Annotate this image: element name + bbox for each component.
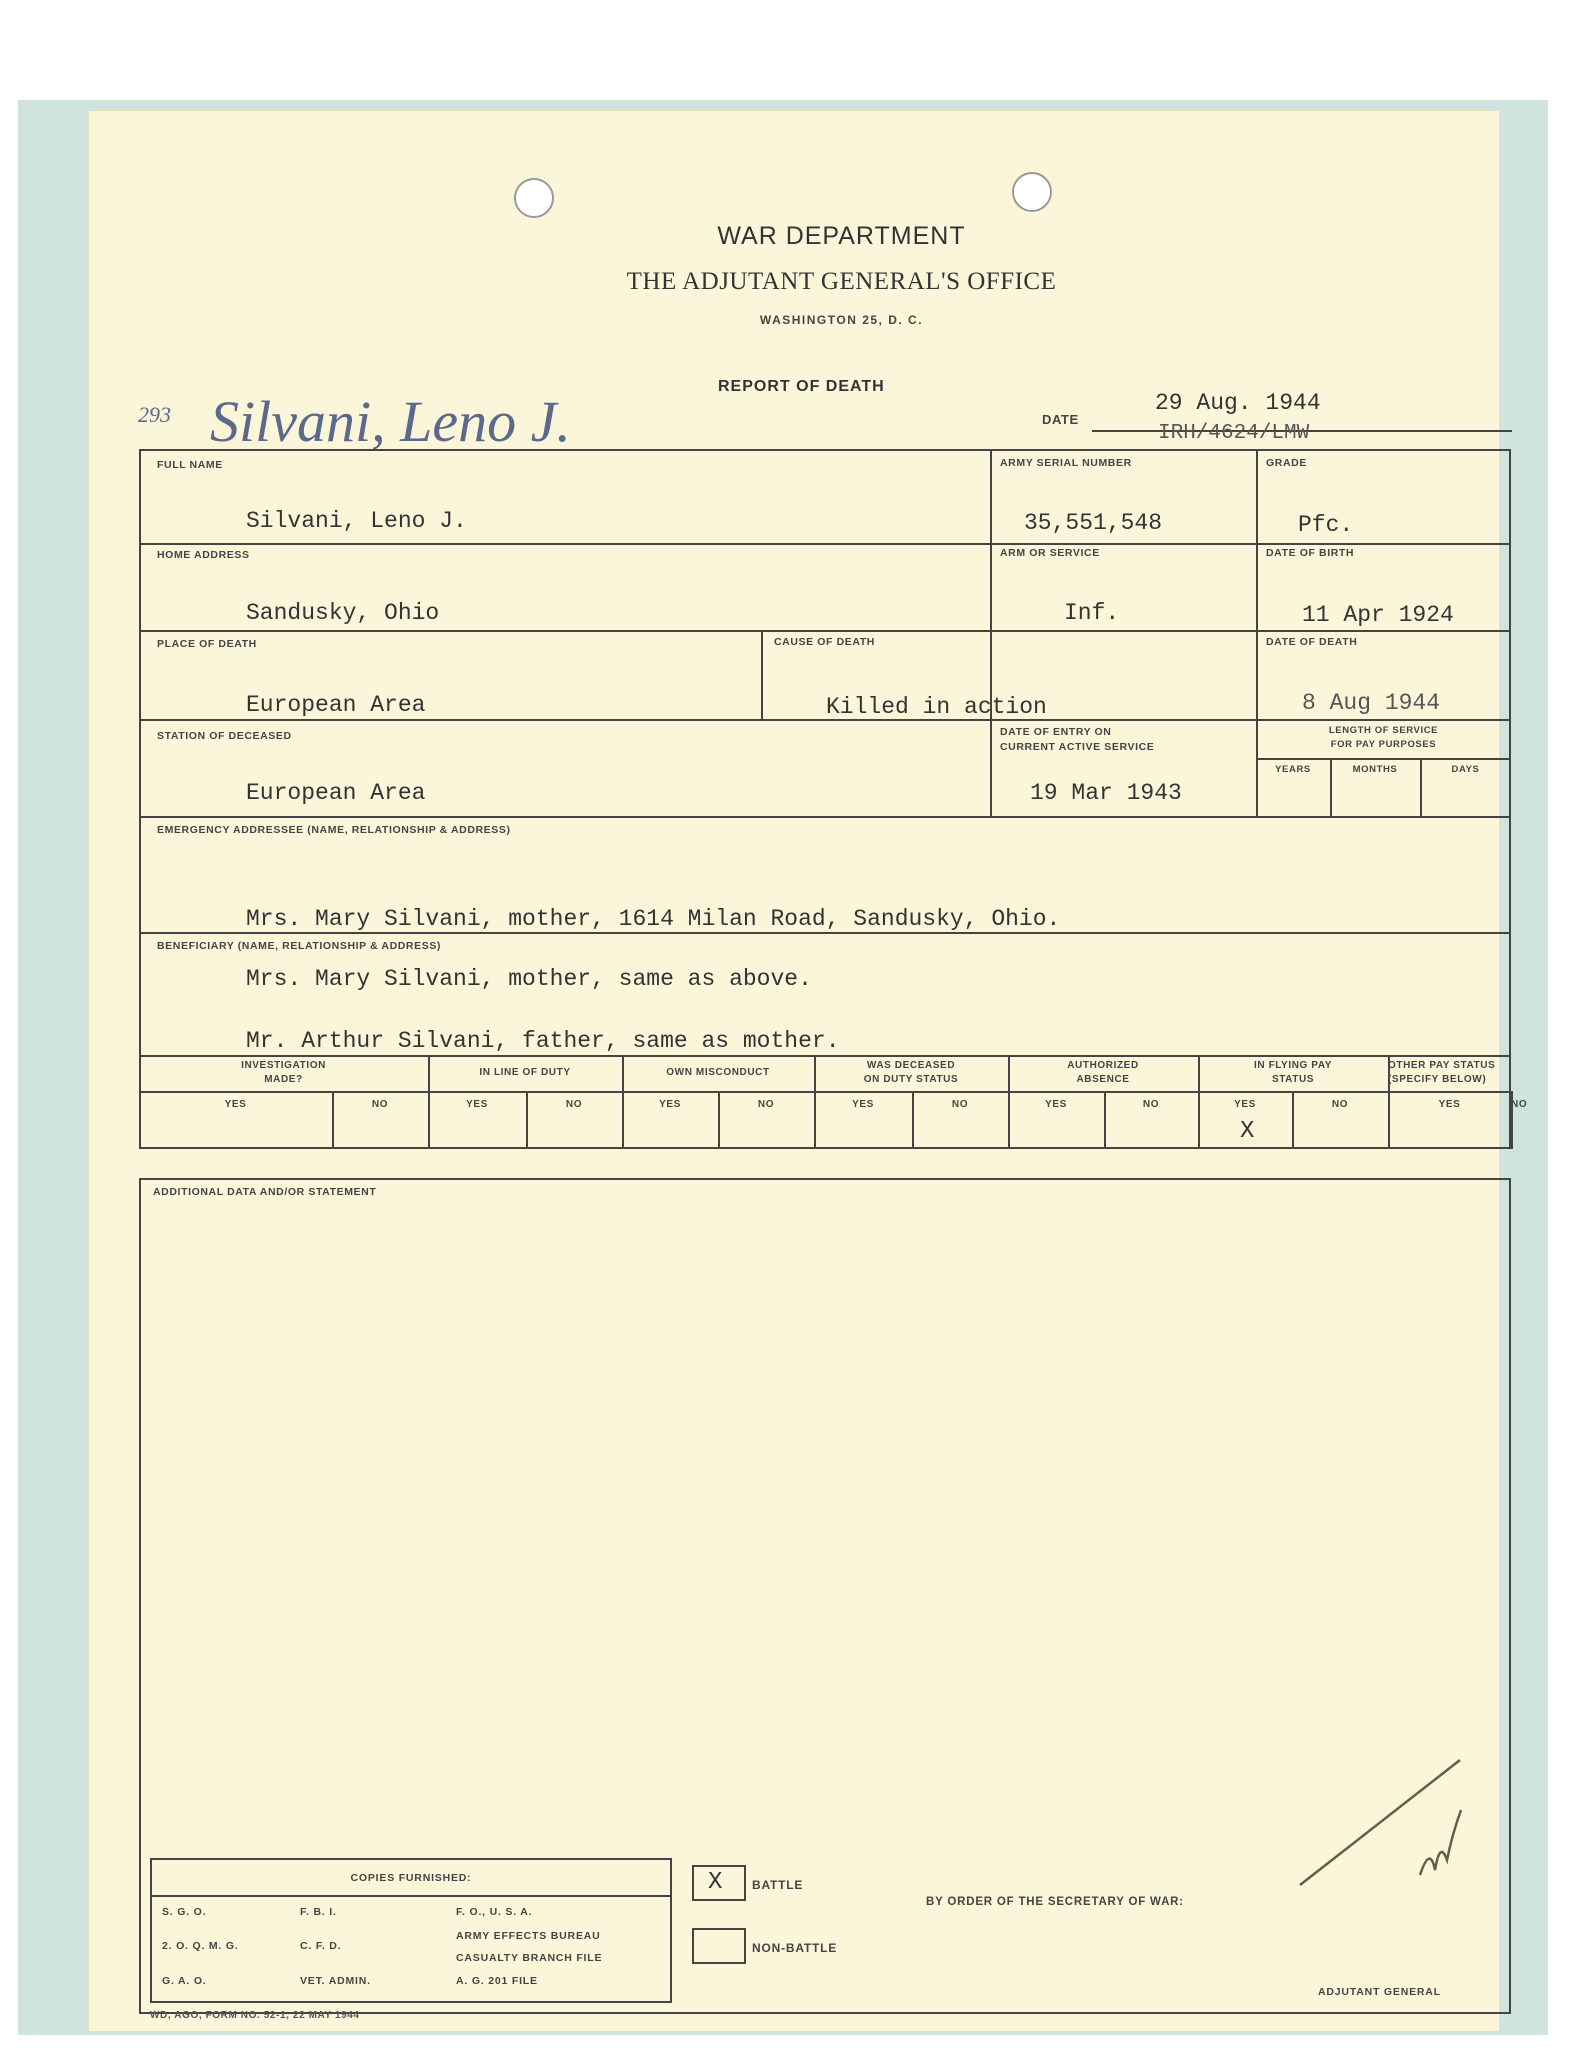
serial-label: ARMY SERIAL NUMBER [1000,457,1132,469]
copies-r3-c3: CASUALTY BRANCH FILE [456,1952,603,1964]
status-other-pay-header-2: (SPECIFY BELOW) [1388,1074,1487,1085]
non-battle-label: NON-BATTLE [752,1941,838,1955]
emergency-value: Mrs. Mary Silvani, mother, 1614 Milan Road, Sandusky, Ohio. [246,906,1061,932]
date-death-value: 8 Aug 1944 [1302,690,1441,716]
status-line-of-duty-header: IN LINE OF DUTY [479,1067,571,1078]
arm-service-label: ARM OR SERVICE [1000,547,1100,559]
length-service-label-1: LENGTH OF SERVICE [1328,725,1439,736]
copies-r4-c2: VET. ADMIN. [300,1975,371,1987]
status-absence-header: AUTHORIZED [1067,1060,1139,1071]
copies-r2-c2: C. F. D. [300,1940,342,1952]
copies-r1-c1: S. G. O. [162,1906,207,1918]
cause-death-label: CAUSE OF DEATH [774,636,875,648]
beneficiary-label: BENEFICIARY (NAME, RELATIONSHIP & ADDRESS) [157,940,442,952]
copies-r1-c2: F. B. I. [300,1906,337,1918]
signature-mark [1280,1700,1480,1900]
status-absence-yes[interactable]: YES [1045,1099,1067,1110]
status-line-of-duty-yes[interactable]: YES [466,1099,488,1110]
location-heading: WASHINGTON 25, D. C. [759,313,924,327]
status-misconduct-no[interactable]: NO [757,1099,775,1110]
status-line-of-duty-no[interactable]: NO [565,1099,583,1110]
status-investigation-no[interactable]: NO [371,1099,389,1110]
status-investigation-header-2: MADE? [264,1074,303,1085]
non-battle-checkbox[interactable] [692,1928,746,1964]
form-title: REPORT OF DEATH [718,378,885,395]
status-investigation-header: INVESTIGATION [241,1060,326,1071]
date-label: DATE [1042,412,1079,427]
adjutant-general-label: ADJUTANT GENERAL [1318,1986,1441,1998]
home-address-value: Sandusky, Ohio [246,600,440,626]
copies-r2-c1: 2. O. Q. M. G. [162,1940,239,1952]
punch-hole-right [1012,172,1052,212]
status-other-pay-yes[interactable]: YES [1438,1099,1461,1110]
copies-r2-c3: ARMY EFFECTS BUREAU [456,1930,601,1942]
form-number: WD, AGO, FORM NO. 52-1, 22 MAY 1944 [150,2010,360,2021]
status-duty-status-header-2: ON DUTY STATUS [863,1074,959,1085]
status-absence-header-2: ABSENCE [1076,1074,1130,1085]
status-duty-status-yes[interactable]: YES [852,1099,874,1110]
arm-service-value: Inf. [1064,600,1120,626]
date-value: 29 Aug. 1944 [1155,390,1321,416]
annotation-number: 293 [138,402,171,427]
battle-mark: X [708,1869,723,1896]
place-death-label: PLACE OF DEATH [157,638,257,650]
cause-death-value: Killed in action [826,694,1047,720]
copies-title: COPIES FURNISHED: [350,1872,472,1884]
copies-r4-c1: G. A. O. [162,1975,207,1987]
status-flying-pay-header-2: STATUS [1271,1074,1315,1085]
years-label: YEARS [1275,764,1311,775]
flying-pay-no-mark: X [1240,1118,1255,1145]
copies-r4-c3: A. G. 201 FILE [456,1975,538,1987]
days-label: DAYS [1451,764,1480,775]
status-duty-status-header: WAS DECEASED [866,1060,956,1071]
beneficiary-line-1: Mrs. Mary Silvani, mother, same as above. [246,966,812,992]
birth-label: DATE OF BIRTH [1266,547,1355,559]
beneficiary-line-2: Mr. Arthur Silvani, father, same as mother. [246,1028,840,1054]
months-label: MONTHS [1352,764,1398,775]
status-flying-pay-yes[interactable]: YES [1234,1099,1256,1110]
handwritten-name: Silvani, Leno J. [210,389,571,454]
status-other-pay-header: OTHER PAY STATUS [1388,1060,1496,1071]
by-order-text: BY ORDER OF THE SECRETARY OF WAR: [926,1896,1184,1908]
entry-value: 19 Mar 1943 [1030,780,1182,806]
full-name-label: FULL NAME [157,459,223,471]
entry-label-2: CURRENT ACTIVE SERVICE [1000,741,1155,753]
reference-code: IRH/4624/LMW [1158,422,1310,445]
status-investigation-yes[interactable]: YES [224,1099,247,1110]
copies-r1-c3: F. O., U. S. A. [456,1906,533,1918]
battle-label: BATTLE [752,1878,804,1892]
date-death-label: DATE OF DEATH [1266,636,1358,648]
status-absence-no[interactable]: NO [1142,1099,1160,1110]
status-misconduct-yes[interactable]: YES [659,1099,681,1110]
status-flying-pay-header: IN FLYING PAY [1253,1060,1332,1071]
full-name-value: Silvani, Leno J. [246,508,467,534]
grade-value: Pfc. [1298,512,1354,538]
station-label: STATION OF DECEASED [157,730,292,742]
status-flying-pay-no[interactable]: NO [1331,1099,1349,1110]
additional-data-label: ADDITIONAL DATA AND/OR STATEMENT [153,1186,377,1198]
place-death-value: European Area [246,692,426,718]
grade-label: GRADE [1266,457,1307,469]
home-address-label: HOME ADDRESS [157,549,250,561]
station-value: European Area [246,780,426,806]
punch-hole-left [514,178,554,218]
entry-label-1: DATE OF ENTRY ON [1000,726,1112,738]
status-other-pay-no[interactable]: NO [1511,1099,1528,1110]
birth-value: 11 Apr 1924 [1302,602,1454,628]
status-misconduct-header: OWN MISCONDUCT [666,1067,770,1078]
length-service-label-2: FOR PAY PURPOSES [1330,739,1437,750]
department-heading: WAR DEPARTMENT [717,222,966,250]
status-duty-status-no[interactable]: NO [951,1099,969,1110]
office-heading: THE ADJUTANT GENERAL'S OFFICE [626,268,1057,295]
emergency-label: EMERGENCY ADDRESSEE (NAME, RELATIONSHIP & ADDRESS) [157,824,511,836]
serial-value: 35,551,548 [1024,510,1163,536]
